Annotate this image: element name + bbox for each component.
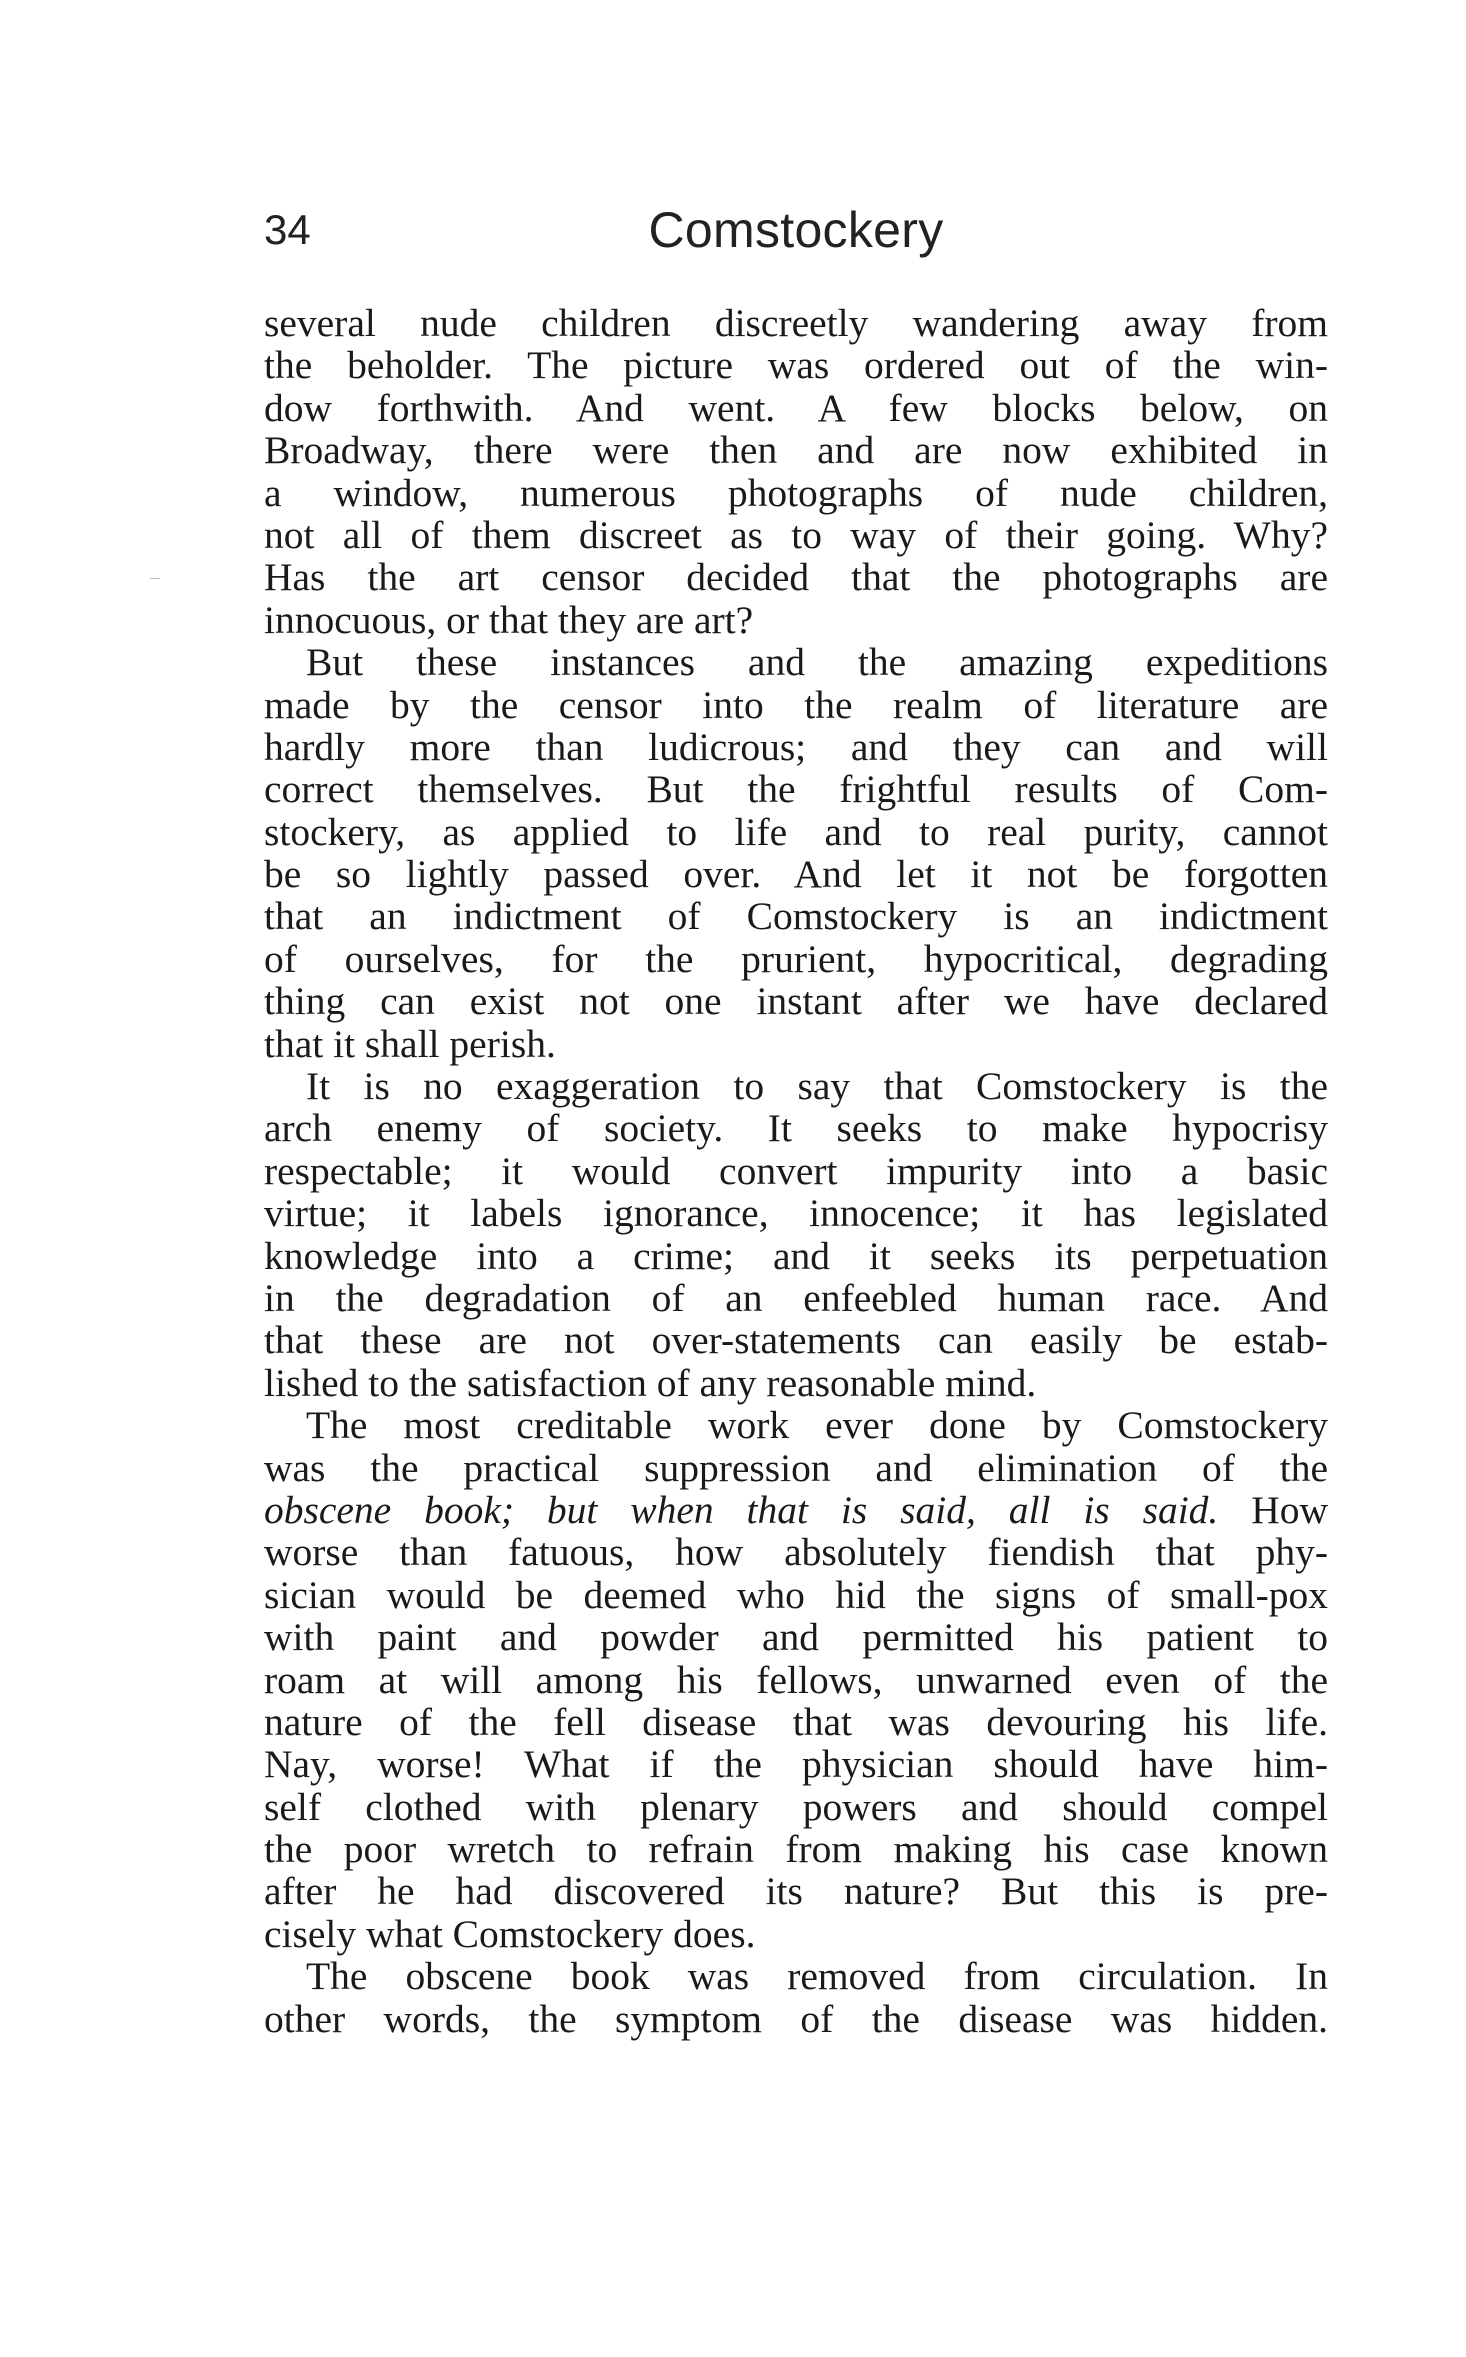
paragraph-5: [264, 1955, 1328, 2040]
margin-mark: [150, 578, 160, 579]
text-line: knowledge into a crime; and it seeks its perpetuation: [264, 1233, 1328, 1278]
paragraph-4: [264, 1404, 1328, 1955]
text-line: in the degradation of an enfeebled human race. And: [264, 1275, 1328, 1320]
text-line: roam at will among his fellows, unwarned even of the: [264, 1657, 1328, 1702]
text-line: was the practical suppression and elimination of the: [264, 1445, 1328, 1490]
text-line: It is no exaggeration to say that Comstockery is the: [306, 1064, 1328, 1109]
text-line: the beholder. The picture was ordered out of the win-: [264, 343, 1328, 388]
text-line: nature of the fell disease that was devouring his life.: [264, 1699, 1328, 1744]
text-line: The most creditable work ever done by Comstockery: [306, 1403, 1328, 1448]
text-line: that these are not over-statements can easily be estab-: [264, 1318, 1328, 1363]
text-line: after he had discovered its nature? But this is pre-: [264, 1869, 1328, 1914]
text-line: self clothed with plenary powers and should compel: [264, 1784, 1328, 1829]
text-line: several nude children discreetly wandering away from: [264, 301, 1328, 345]
text-line: that an indictment of Comstockery is an indictment: [264, 894, 1328, 939]
text-line: The obscene book was removed from circulation. In: [306, 1954, 1328, 1999]
text-line: cisely what Comstockery does.: [264, 1911, 756, 1956]
text-line: Has the art censor decided that the photographs are: [264, 555, 1328, 600]
text-line: be so lightly passed over. And let it not be forgotten: [264, 852, 1328, 897]
text-line: worse than fatuous, how absolutely fiendish that phy-: [264, 1530, 1328, 1575]
text-line: virtue; it labels ignorance, innocence; it has legislated: [264, 1191, 1328, 1236]
text-line: lished to the satisfaction of any reasonable mind.: [264, 1360, 1037, 1405]
text-line-mixed: [264, 1489, 1328, 1531]
text-line: But these instances and the amazing expeditions: [306, 640, 1328, 685]
paragraph-2: [264, 641, 1328, 1065]
text-line: that it shall perish.: [264, 1021, 556, 1066]
text-line: a window, numerous photographs of nude children,: [264, 470, 1328, 515]
text-line: hardly more than ludicrous; and they can and will: [264, 724, 1328, 769]
text-line: of ourselves, for the prurient, hypocritical, degrading: [264, 936, 1328, 981]
text-line: stockery, as applied to life and to real purity, cannot: [264, 809, 1328, 854]
text-line: made by the censor into the realm of literature are: [264, 682, 1328, 727]
text-line: the poor wretch to refrain from making his case known: [264, 1827, 1328, 1872]
text-line: thing can exist not one instant after we have declared: [264, 979, 1328, 1024]
text-line: dow forthwith. And went. A few blocks below, on: [264, 385, 1328, 430]
text-line: not all of them discreet as to way of their going. Why?: [264, 512, 1328, 557]
text-line: sician would be deemed who hid the signs of small-pox: [264, 1572, 1328, 1617]
text-line: Nay, worse! What if the physician should have him-: [264, 1742, 1328, 1787]
body-text: [264, 302, 1328, 2040]
text-fragment: How: [1251, 1487, 1328, 1532]
paragraph-3: [264, 1065, 1328, 1404]
text-line: innocuous, or that they are art?: [264, 597, 754, 642]
text-line: correct themselves. But the frightful results of Com-: [264, 767, 1328, 812]
page-number: 34: [264, 206, 311, 253]
text-line: other words, the symptom of the disease was hidden.: [264, 1996, 1328, 2041]
running-head: [264, 200, 1328, 260]
running-title: Comstockery: [648, 202, 944, 258]
italic-text: obscene book; but when that is said, all is said.: [264, 1487, 1219, 1532]
paragraph-1: [264, 302, 1328, 641]
text-line: respectable; it would convert impurity into a basic: [264, 1148, 1328, 1193]
text-line: Broadway, there were then and are now exhibited in: [264, 428, 1328, 473]
text-line: with paint and powder and permitted his patient to: [264, 1615, 1328, 1660]
text-line: arch enemy of society. It seeks to make hypocrisy: [264, 1106, 1328, 1151]
